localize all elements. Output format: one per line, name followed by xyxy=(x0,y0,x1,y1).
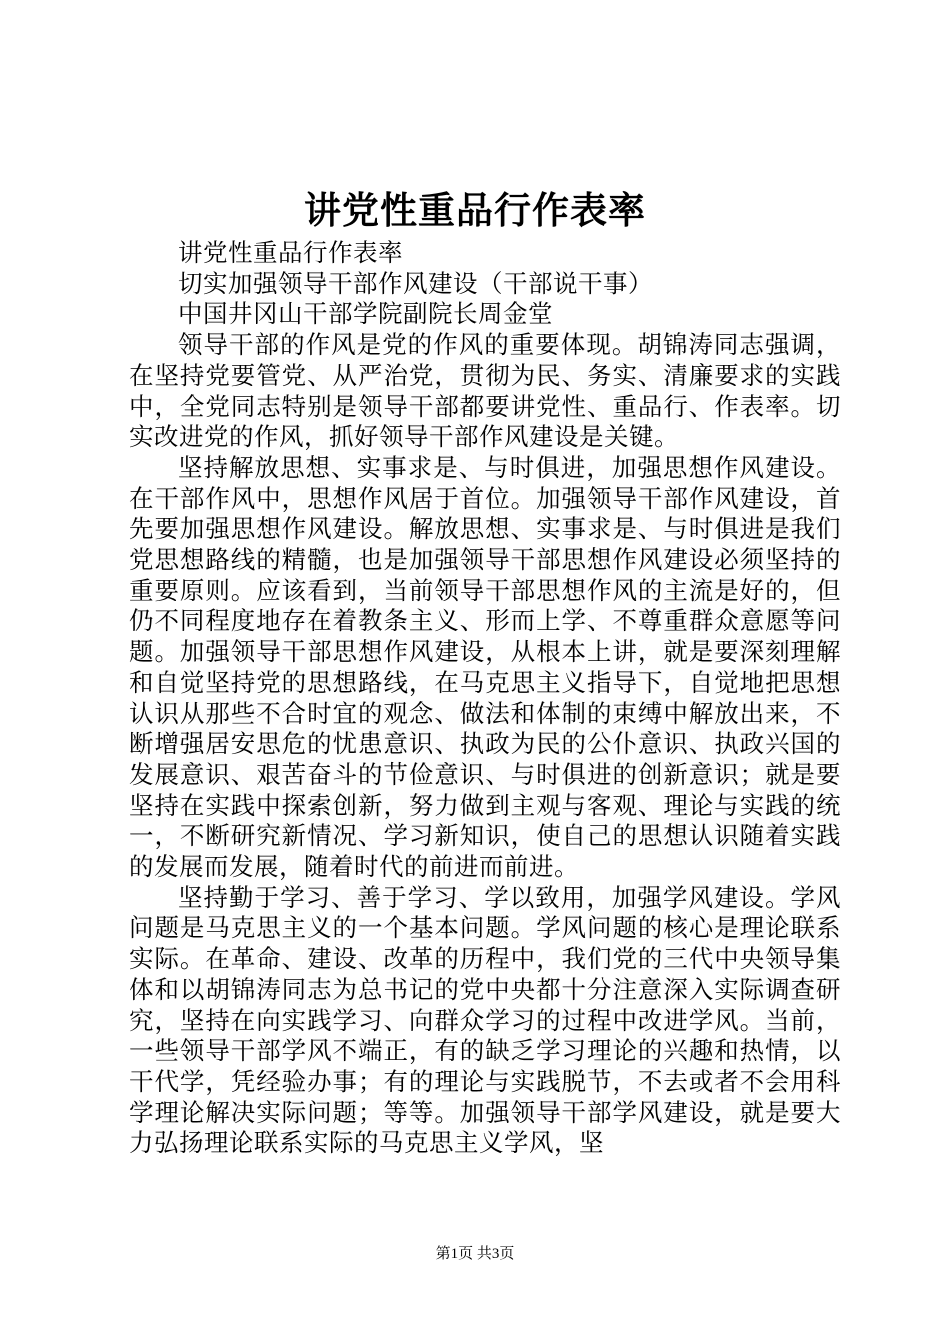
document-body xyxy=(129,238,841,1159)
paragraph-author: 中国井冈山干部学院副院长周金堂 xyxy=(178,299,553,329)
paragraph-intro: 领导干部的作风是党的作风的重要体现。胡锦涛同志强调，在坚持党要管党、从严治党，贯彻为民、务实、清廉要求的实践中，全党同志特别是领导干部都要讲党性、重品行、作表率。切实改进党的作风，抓好领导干部作风建设是关键。 xyxy=(129,330,841,452)
page-number-footer: 第1页 共3页 xyxy=(435,1246,515,1262)
paragraph-subtitle: 讲党性重品行作表率 xyxy=(178,238,403,267)
paragraph-thought-style: 坚持解放思想、实事求是、与时俱进，加强思想作风建设。在干部作风中，思想作风居于首位。加强领导干部作风建设，首先要加强思想作风建设。解放思想、实事求是、与时俱进是我们党思想路线的精髓，也是加强领导干部思想作风建设必须坚持的重要原则。应该看到，当前领导干部思想作风的主流是好的，但仍不同程度地存在着教条主义、形而上学、不尊重群众意愿等问题。加强领导干部思想作风建设，从根本上讲，就是要深刻理解和自觉坚持党的思想路线，在马克思主义指导下，自觉地把思想认识从那些不合时宜的观念、做法和体制的束缚中解放出来，不断增强居安思危的忧患意识、执政为民的公仆意识、执政兴国的发展意识、艰苦奋斗的节俭意识、与时俱进的创新意识；就是要坚持在实践中探索创新，努力做到主观与客观、理论与实践的统一，不断研究新情况、学习新知识，使自己的思想认识随着实践的发展而发展，随着时代的前进而前进。 xyxy=(129,452,841,882)
paragraph-study-style: 坚持勤于学习、善于学习、学以致用，加强学风建设。学风问题是马克思主义的一个基本问题。学风问题的核心是理论联系实际。在革命、建设、改革的历程中，我们党的三代中央领导集体和以胡锦涛同志为总书记的党中央都十分注意深入实际调查研究，坚持在向实践学习、向群众学习的过程中改进学风。当前，一些领导干部学风不端正，有的缺乏学习理论的兴趣和热情，以干代学，凭经验办事；有的理论与实践脱节，不去或者不会用科学理论解决实际问题；等等。加强领导干部学风建设，就是要大力弘扬理论联系实际的马克思主义学风，坚 xyxy=(129,882,841,1158)
paragraph-heading: 切实加强领导干部作风建设（干部说干事） xyxy=(178,268,653,298)
document-title: 讲党性重品行作表率 xyxy=(304,188,646,232)
